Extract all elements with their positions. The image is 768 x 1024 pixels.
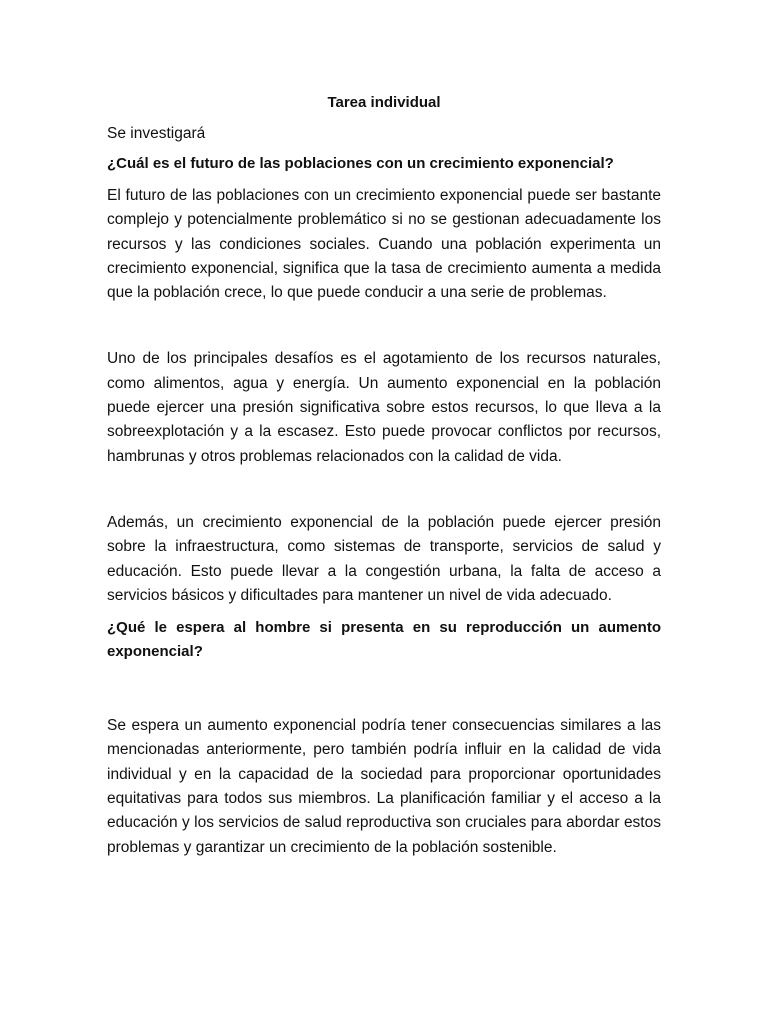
question-1-heading: ¿Cuál es el futuro de las poblaciones con un crecimiento exponencial? [107, 155, 614, 172]
answer-1-paragraph-3: Además, un crecimiento exponencial de la población puede ejercer presión sobre la infraestructura, como sistemas de transporte, servicios de salud y educación. Esto puede llevar a la congestión urbana, la falta de acceso a servicios básicos y dificultades para mantener un nivel de vida adecuado. [107, 513, 661, 604]
paragraph-spacer [107, 672, 661, 714]
answer-1-paragraph-2: Uno de los principales desafíos es el agotamiento de los recursos naturales, como alimentos, agua y energía. Un aumento exponencial en la población puede ejercer una presión significativa sobre estos recursos, lo que lleva a la sobreexplotación y a la escasez. Esto puede provocar conflictos por recursos, hambrunas y otros problemas relacionados con la calidad de vida. [107, 350, 661, 465]
document-title: Tarea individual [327, 94, 441, 111]
question-2-heading: ¿Qué le espera al hombre si presenta en su reproducción un aumento exponencial? [107, 619, 661, 661]
paragraph-spacer [107, 469, 661, 511]
paragraph-spacer [107, 305, 661, 347]
document-body [107, 93, 661, 860]
answer-2-paragraph-1: Se espera un aumento exponencial podría tener consecuencias similares a las mencionadas anteriormente, pero también podría influir en la calidad de vida individual y en la capacidad de la sociedad para proporcionar oportunidades equitativas para todos sus miembros. La planificación familiar y el acceso a la educación y los servicios de salud reproductiva son cruciales para abordar estos problemas y garantizar un crecimiento de la población sostenible. [107, 717, 661, 856]
paragraph-spacer [107, 608, 661, 616]
answer-1-paragraph-1: El futuro de las poblaciones con un crecimiento exponencial puede ser bastante complejo y potencialmente problemático si no se gestionan adecuadamente los recursos y las condiciones sociales. Cuando una población experimenta un crecimiento exponencial, significa que la tasa de crecimiento aumenta a medida que la población crece, lo que puede conducir a una serie de problemas. [107, 187, 661, 302]
intro-text: Se investigará [107, 125, 206, 142]
